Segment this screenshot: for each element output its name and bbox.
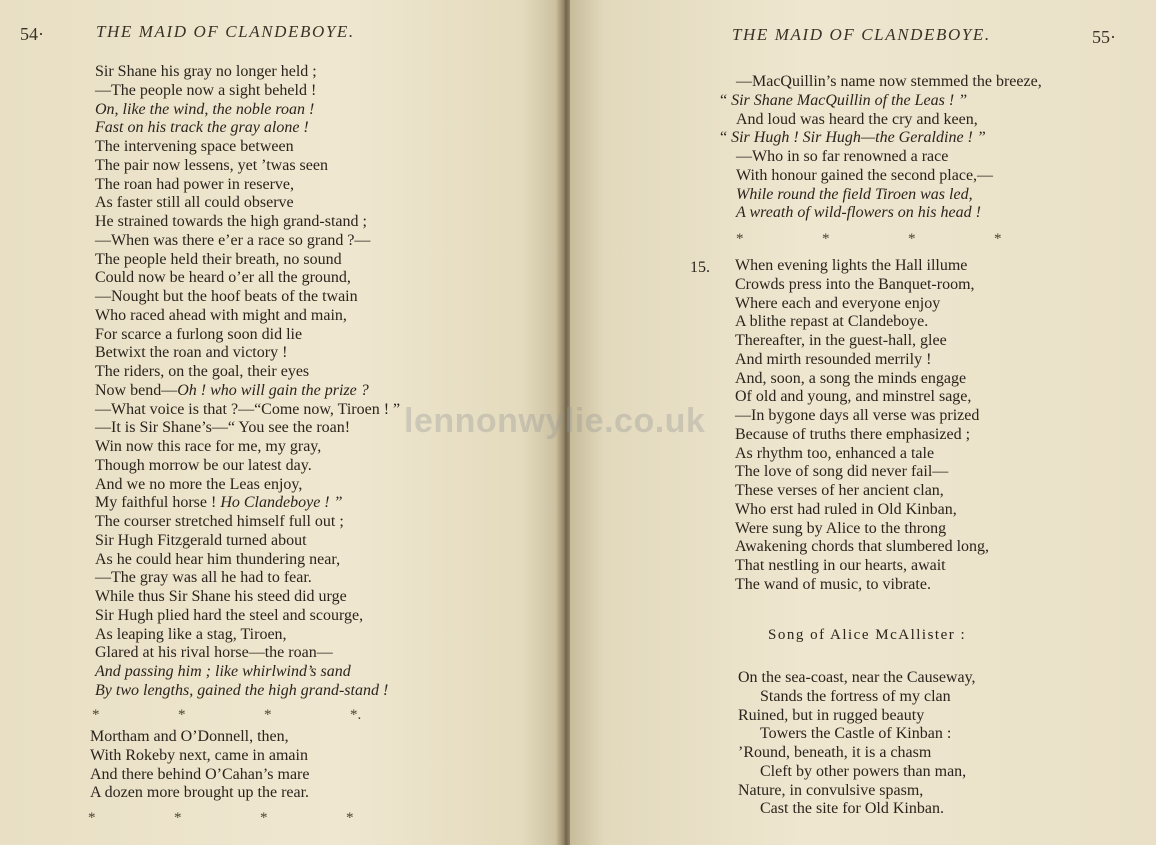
asterism-star: * (736, 231, 744, 247)
verse-line-text: And mirth resounded merrily ! (735, 350, 932, 368)
verse-block-right-2 (735, 257, 989, 595)
verse-line (736, 204, 1042, 223)
verse-line-italic: Oh ! who will gain the prize ? (177, 381, 369, 399)
verse-line (738, 763, 976, 782)
verse-line-text: That nestling in our hearts, await (735, 557, 946, 574)
verse-line-text: Were sung by Alice to the throng (735, 519, 947, 537)
verse-line (720, 129, 1042, 148)
verse-line (95, 232, 400, 251)
verse-line (736, 73, 1042, 92)
verse-line (90, 784, 309, 803)
verse-line-text: —What voice is that ?—“Come now, Tiroen ! ” (95, 400, 401, 418)
verse-line-text: While thus Sir Shane his steed did urge (95, 588, 347, 605)
verse-line-text: —The people now a sight beheld ! (95, 81, 317, 99)
verse-line-text: —MacQuillin’s name now stemmed the breeze, (736, 73, 1042, 90)
verse-line-text: Though morrow be our latest day. (95, 456, 312, 474)
asterism-star: * (178, 707, 186, 723)
verse-line (736, 167, 1042, 186)
verse-line (95, 157, 400, 176)
verse-line (95, 326, 400, 345)
verse-line-text: These verses of her ancient clan, (735, 482, 944, 499)
verse-line (95, 532, 400, 551)
verse-line-text: With honour gained the second place,— (736, 166, 994, 184)
verse-line (738, 782, 976, 801)
verse-line-text: Of old and young, and minstrel sage, (735, 388, 972, 406)
verse-line (735, 370, 989, 389)
verse-line-text: With Rokeby next, came in amain (90, 746, 308, 764)
verse-line-text: The roan had power in reserve, (95, 175, 295, 193)
verse-line-text: My faithful horse ! (95, 494, 221, 512)
verse-line-text: A blithe repast at Clandeboye. (735, 313, 929, 331)
verse-line (95, 82, 400, 101)
verse-line (95, 344, 400, 363)
verse-line-text: The pair now lessens, yet ’twas seen (95, 156, 328, 174)
verse-line-text: “ (720, 91, 732, 109)
verse-line-text: And there behind O’Cahan’s mare (90, 765, 310, 783)
verse-line (735, 576, 989, 595)
verse-block-left-2 (90, 728, 309, 803)
watermark: lennonwylie.co.uk (404, 402, 706, 440)
verse-line (735, 445, 989, 464)
verse-line (736, 148, 1042, 167)
verse-block-left-1 (95, 63, 400, 701)
verse-line-text: Could now be heard o’er all the ground, (95, 269, 351, 287)
verse-line (95, 419, 400, 438)
verse-line-text: Because of truths there emphasized ; (735, 425, 971, 443)
verse-line (735, 388, 989, 407)
verse-line-text: Cleft by other powers than man, (760, 762, 967, 780)
section-stars-left-1 (92, 707, 436, 724)
verse-line (95, 551, 400, 570)
running-header-left: THE MAID OF CLANDEBOYE. (96, 22, 355, 41)
verse-line-text: Towers the Castle of Kinban : (760, 725, 952, 743)
verse-line (90, 766, 309, 785)
verse-line-text: Where each and everyone enjoy (735, 294, 941, 312)
verse-line-text: As rhythm too, enhanced a tale (735, 444, 935, 462)
verse-line (95, 307, 400, 326)
verse-line (95, 644, 400, 663)
verse-line-text: Sir Hugh Fitzgerald turned about (95, 531, 307, 549)
verse-line-text: ’Round, beneath, it is a chasm (738, 744, 932, 761)
verse-line-text: On the sea-coast, near the Causeway, (738, 669, 976, 686)
verse-line (95, 457, 400, 476)
verse-line-text: —When was there e’er a race so grand ?— (95, 231, 371, 249)
verse-line (95, 626, 400, 645)
page-number-right: 55· (1092, 27, 1116, 47)
verse-line-text: Ruined, but in rugged beauty (738, 706, 925, 724)
verse-line-text: The wand of music, to vibrate. (735, 575, 931, 593)
page-number-left: 54· (20, 24, 44, 44)
song-verse (738, 669, 976, 819)
verse-line-text: The courser stretched himself full out ; (95, 513, 344, 530)
verse-line-text: Who erst had ruled in Old Kinban, (735, 500, 957, 518)
verse-line (95, 588, 400, 607)
verse-line (95, 176, 400, 195)
verse-line-text: By two lengths, gained the high grand-stand ! (95, 681, 389, 699)
song-title-text: Song of Alice McAllister : (768, 627, 967, 643)
verse-line-text: As he could hear him thundering near, (95, 550, 341, 568)
verse-line-italic: Ho Clandeboye ! ” (220, 494, 343, 512)
verse-line-text: A wreath of wild-flowers on his head ! (736, 204, 981, 222)
asterism-star: * (264, 707, 272, 723)
verse-line-text: Sir Hugh plied hard the steel and scourge, (95, 606, 364, 624)
verse-line-text: He strained towards the high grand-stand ; (95, 213, 367, 230)
verse-line-text: Cast the site for Old Kinban. (760, 800, 944, 818)
verse-line (95, 288, 400, 307)
verse-line (720, 92, 1042, 111)
verse-line (738, 688, 976, 707)
verse-line-text: A dozen more brought up the rear. (90, 784, 310, 802)
verse-line (95, 569, 400, 588)
verse-line-text: Fast on his track the gray alone ! (95, 119, 309, 137)
verse-line (738, 707, 976, 726)
verse-line (735, 407, 989, 426)
section-stars-left-2 (88, 810, 432, 827)
asterism-star: * (174, 810, 182, 826)
verse-line (736, 186, 1042, 205)
asterism-star: * (908, 231, 916, 247)
verse-line (95, 251, 400, 270)
verse-line (95, 213, 400, 232)
verse-line-text: —Who in so far renowned a race (736, 148, 949, 165)
asterism-star: * (88, 810, 96, 826)
verse-line (736, 111, 1042, 130)
verse-line (95, 401, 400, 420)
verse-line (735, 332, 989, 351)
verse-line-italic: Sir Shane MacQuillin of the Leas ! ” (731, 91, 968, 109)
section-stars-right-1 (736, 231, 1080, 248)
verse-line (95, 363, 400, 382)
verse-line (735, 295, 989, 314)
verse-line (735, 557, 989, 576)
verse-line (95, 513, 400, 532)
verse-line (95, 476, 400, 495)
verse-line-text: —It is Sir Shane’s—“ You see the roan! (95, 419, 351, 437)
asterism-star: * (92, 707, 100, 723)
verse-line-text: The people held their breath, no sound (95, 250, 342, 268)
verse-line (95, 119, 400, 138)
verse-line (735, 426, 989, 445)
verse-line-text: And loud was heard the cry and keen, (736, 110, 978, 128)
verse-line-text: Win now this race for me, my gray, (95, 438, 322, 455)
verse-line-text: —In bygone days all verse was prized (735, 407, 980, 424)
verse-line-text: Betwixt the roan and victory ! (95, 344, 288, 362)
verse-line-text: Glared at his rival horse—the roan— (95, 644, 333, 662)
verse-line (735, 351, 989, 370)
asterism-star: * (346, 810, 354, 826)
verse-line (95, 194, 400, 213)
verse-line (735, 501, 989, 520)
verse-line (735, 482, 989, 501)
verse-line-text: While round the field Tiroen was led, (736, 185, 973, 203)
verse-line (735, 520, 989, 539)
verse-line (95, 663, 400, 682)
verse-line (735, 313, 989, 332)
verse-line-text: When evening lights the Hall illume (735, 257, 968, 274)
verse-line-text: Sir Shane his gray no longer held ; (95, 63, 317, 80)
verse-line-text: —Nought but the hoof beats of the twain (95, 288, 358, 305)
verse-line (95, 63, 400, 82)
running-header-right: THE MAID OF CLANDEBOYE. (732, 25, 991, 44)
verse-line-text: Crowds press into the Banquet-room, (735, 275, 975, 293)
asterism-star: * (994, 231, 1002, 247)
verse-line (90, 728, 309, 747)
section-number: 15. (690, 259, 710, 276)
verse-line (735, 463, 989, 482)
verse-line-text: Awakening chords that slumbered long, (735, 538, 990, 556)
verse-line (735, 276, 989, 295)
verse-line-text: As leaping like a stag, Tiroen, (95, 625, 287, 643)
verse-line-text: The love of song did never fail— (735, 463, 949, 481)
verse-line (95, 101, 400, 120)
verse-line-text: Nature, in convulsive spasm, (738, 781, 924, 799)
verse-line-text: And passing him ; like whirlwind’s sand (95, 663, 351, 680)
verse-line (738, 725, 976, 744)
verse-line-text: Now bend— (95, 381, 178, 399)
verse-line (90, 747, 309, 766)
verse-line (95, 607, 400, 626)
verse-line-text: On, like the wind, the noble roan ! (95, 100, 315, 118)
verse-line-text: “ (720, 129, 732, 147)
verse-line-text: Who raced ahead with might and main, (95, 306, 347, 324)
verse-line-italic: Sir Hugh ! Sir Hugh—the Geraldine ! ” (731, 129, 986, 147)
verse-line (95, 382, 400, 401)
verse-line (735, 538, 989, 557)
verse-line (95, 138, 400, 157)
verse-line (738, 669, 976, 688)
verse-line (738, 744, 976, 763)
verse-line-text: And we no more the Leas enjoy, (95, 475, 303, 493)
verse-line-text: Mortham and O’Donnell, then, (90, 728, 289, 745)
verse-line (95, 269, 400, 288)
verse-block-right-1 (720, 73, 1042, 223)
verse-line (738, 800, 976, 819)
song-title (768, 627, 966, 644)
verse-line-text: The intervening space between (95, 138, 294, 155)
asterism-star: * (822, 231, 830, 247)
verse-line-text: —The gray was all he had to fear. (95, 569, 312, 587)
verse-line-text: For scarce a furlong soon did lie (95, 325, 303, 343)
verse-line-text: The riders, on the goal, their eyes (95, 363, 310, 380)
verse-line-text: Thereafter, in the guest-hall, glee (735, 332, 947, 349)
verse-line (95, 494, 400, 513)
asterism-star: *. (350, 707, 362, 723)
verse-line-text: As faster still all could observe (95, 194, 294, 212)
verse-line (95, 438, 400, 457)
verse-line-text: And, soon, a song the minds engage (735, 369, 967, 387)
asterism-star: * (260, 810, 268, 826)
verse-line (735, 257, 989, 276)
verse-line-text: Stands the fortress of my clan (760, 687, 951, 705)
verse-line (95, 682, 400, 701)
